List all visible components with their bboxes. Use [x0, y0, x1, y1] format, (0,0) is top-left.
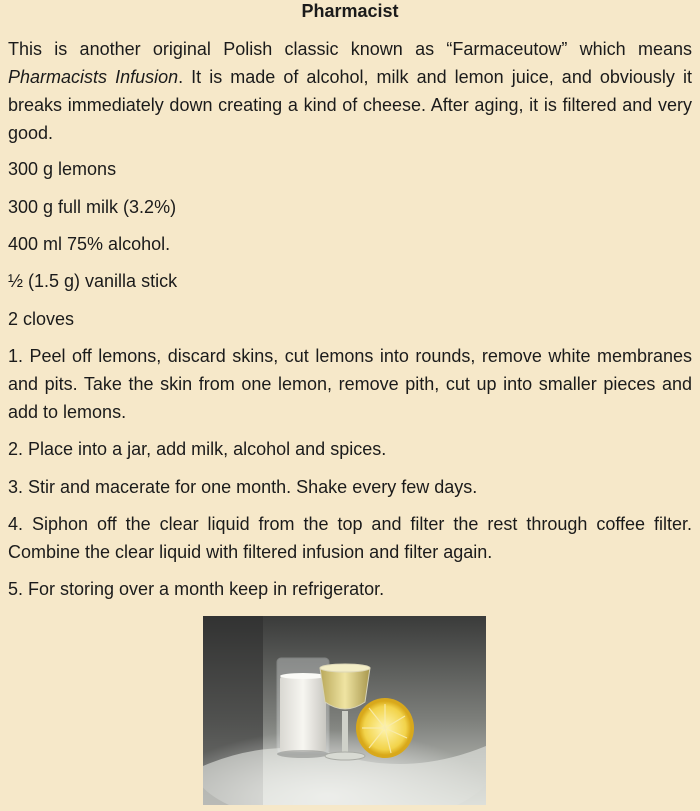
- step-item: 3. Stir and macerate for one month. Shake every few days.: [8, 477, 478, 497]
- step-item: 5. For storing over a month keep in refrigerator.: [8, 579, 385, 599]
- ingredient-item: 300 g lemons: [8, 159, 117, 179]
- intro-italic-name: Pharmacists Infusion: [8, 67, 179, 87]
- intro-text-end: . It is made of alcohol, milk and lemon juice, and obviously it breaks immediately down creating a kind of cheese. After aging, it is filtered and very good.: [8, 67, 692, 143]
- step-item: 4. Siphon off the clear liquid from the top and filter the rest through coffee filter. Combine the clear liquid with filtered infusion and filter again.: [8, 514, 692, 562]
- ingredient-item: ½ (1.5 g) vanilla stick: [8, 271, 178, 291]
- step-item: 2. Place into a jar, add milk, alcohol and spices.: [8, 439, 387, 459]
- ingredient-item: 300 g full milk (3.2%): [8, 197, 177, 217]
- drink-photo: [203, 616, 486, 805]
- page-title: Pharmacist: [301, 1, 399, 21]
- ingredient-item: 2 cloves: [8, 309, 75, 329]
- ingredient-item: 400 ml 75% alcohol.: [8, 234, 171, 254]
- intro-text-start: This is another original Polish classic known as “Farmaceutow” which means: [8, 39, 692, 59]
- step-item: 1. Peel off lemons, discard skins, cut lemons into rounds, remove white membranes and pits. Take the skin from one lemon, remove pith, cut up into smaller pieces and add to lemons.: [8, 346, 692, 422]
- intro-paragraph: [8, 35, 692, 147]
